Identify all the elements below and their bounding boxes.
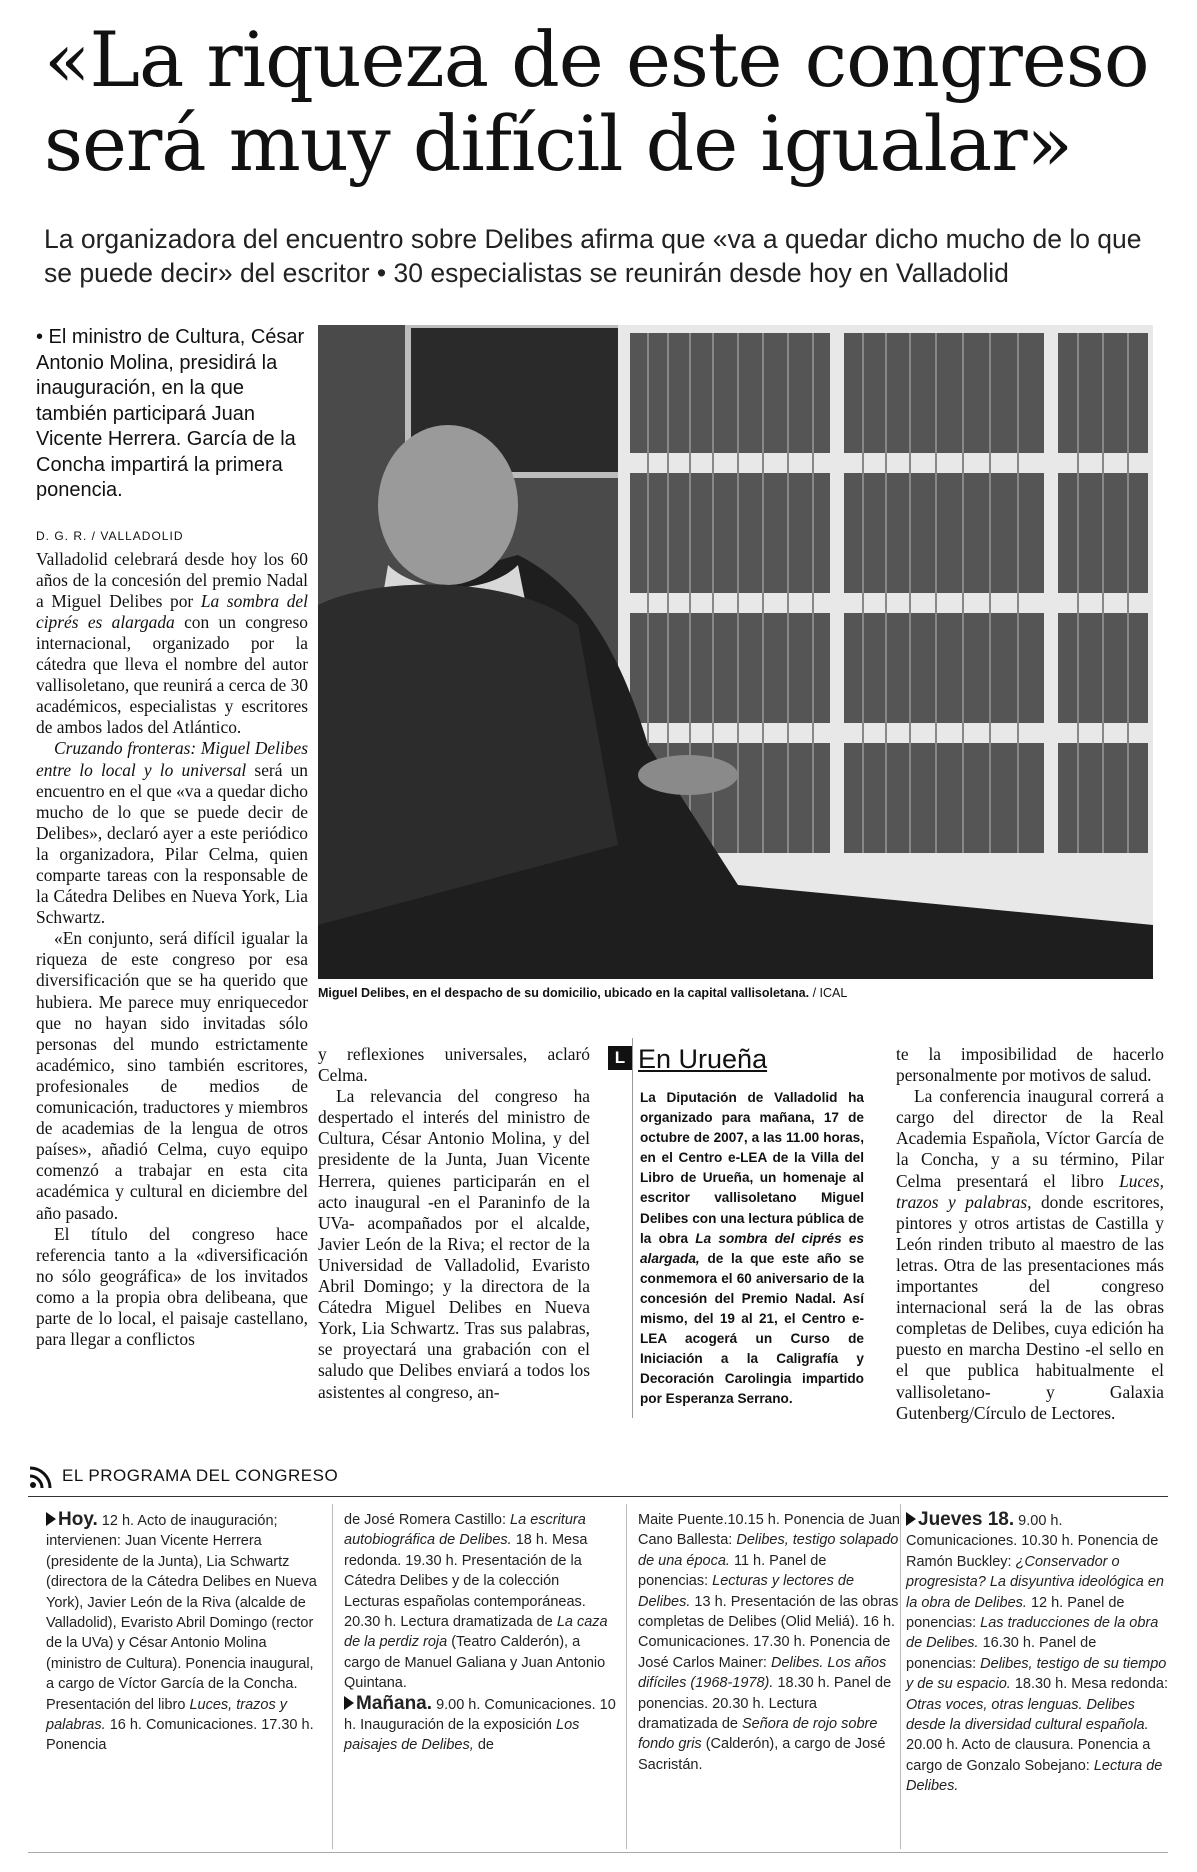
paragraph: Cruzando fronteras: Miguel Delibes entre lo local y lo universal será un encuentro en el que «va a quedar dicho mucho de lo que se puede decir de Delibes», declaró ayer a este periódico la organizadora, Pilar Celma, quien comparte tareas con la responsable de la Cátedra Delibes en Nueva York, Lia Schwartz. <box>36 738 308 928</box>
arrow-marker-icon <box>344 1696 354 1710</box>
programa-column-4: Jueves 18. 9.00 h. Comunicaciones. 10.30 h. Ponencia de Ramón Buckley: ¿Conservador o progresista? La disyuntiva ideológica en la obra de Delibes. 12 h. Panel de ponencias: Las traducciones de la obra de Delibes. 16.30 h. Panel de ponencias: Delibes, testigo de su tiempo y de su espacio. 18.30 h. Mesa redonda: Otras voces, otras lenguas. Delibes desde la diversidad cultural española. 20.00 h. Acto de clausura. Ponencia a cargo de Gonzalo Sobejano: Lectura de Delibes. <box>906 1509 1168 1795</box>
photo-miguel-delibes <box>318 325 1153 979</box>
box-body: La Diputación de Valladolid ha organizado para mañana, 17 de octubre de 2007, a las 11.00 horas, en el Centro e-LEA de la Villa del Libro de Urueña, un homenaje al escritor vallisoletano Miguel Delibes con una lectura pública de la obra La sombra del ciprés es alargada, de la que este año se conmemora el 60 aniversario de la concesión del Premio Nadal. Así mismo, del 19 al 21, el Centro e-LEA acogerá un Curso de Iniciación a la Caligrafía y Decoración Carolingia impartido por Esperanza Serrano. <box>640 1090 865 1407</box>
divider <box>900 1504 901 1849</box>
paragraph: «En conjunto, será difícil igualar la riqueza de este congreso por esa diversificación que se ha querido que hubiera. Me parece muy enriquecedor que no hayan sido invitadas sólo personas del mundo estrictamente académico, sino también escritores, profesionales de medios de comunicación, traductores y miembros de academias de la lengua de otros países», añadió Celma, cuyo equipo comenzó a trabajar en esta cita académica y cultural en diciembre del año pasado. <box>36 928 308 1223</box>
photo-caption: Miguel Delibes, en el despacho de su domicilio, ubicado en la capital vallisoletana. / ICAL <box>318 986 848 1000</box>
programa-header <box>28 1460 1168 1497</box>
box-divider <box>632 1038 633 1418</box>
arrow-marker-icon <box>906 1512 916 1526</box>
paragraph: y reflexiones universales, aclaró Celma. <box>318 1044 590 1086</box>
l-logo-icon: L <box>608 1046 632 1070</box>
paragraph: La conferencia inaugural correrá a cargo del director de la Real Academia Española, Víctor García de la Concha, y a su término, Pilar Celma presentará el libro Luces, trazos y palabras, donde escritores, pintores y otros artistas de Castilla y León rinden tributo al maestro de las letras. Otra de las presentaciones más importantes del congreso internacional será la de las obras completas de Delibes, cuya edición ha puesto en marcha Destino -el sello en el que publica habitualmente el vallisoletano- y Galaxia Gutenberg/Círculo de Lectores. <box>896 1086 1164 1423</box>
byline: D. G. R. / VALLADOLID <box>36 528 184 543</box>
arrow-marker-icon <box>46 1512 56 1526</box>
paragraph: La relevancia del congreso ha despertado el interés del ministro de Cultura, César Antonio Molina, y del presidente de la Junta, Juan Vicente Herrera, quienes participarán en el acto inaugural -en el Paraninfo de la UVa- acompañados por el alcalde, Javier León de la Riva; el rector de la Universidad de Valladolid, Evaristo Abril Domingo; y la directora de la Cátedra Miguel Delibes en Nueva York, Lia Schwartz. Tras sus palabras, se proyectará una grabación con el saludo que Delibes enviará a todos los asistentes al congreso, an- <box>318 1086 590 1402</box>
paragraph: El título del congreso hace referencia tanto a la «diversificación no sólo geográfica» de los invitados como a la propia obra delibeana, que parte de lo local, el paisaje castellano, para llegar a conflictos <box>36 1223 308 1350</box>
headline: «La riqueza de este congreso será muy difícil de igualar» <box>44 15 1149 188</box>
intro-summary: • El ministro de Cultura, César Antonio Molina, presidirá la inauguración, en la que también participará Juan Vicente Herrera. García de la Concha impartirá la primera ponencia. <box>36 326 305 501</box>
divider <box>626 1504 627 1849</box>
divider <box>332 1504 333 1849</box>
day-label: Hoy. <box>58 1509 98 1530</box>
programa-column-3: Maite Puente.10.15 h. Ponencia de Juan Cano Ballesta: Delibes, testigo solapado de una época. 11 h. Panel de ponencias: Lecturas y lectores de Delibes. 13 h. Presentación de las obras completas de Delibes (Olid Meliá). 16 h. Comunicaciones. 17.30 h. Ponencia de José Carlos Mainer: Delibes. Los años difíciles (1968-1978). 18.30 h. Panel de ponencias. 20.30 h. Lectura dramatizada de Señora de rojo sobre fondo gris (Calderón), a cargo de José Sacristán. <box>638 1512 900 1773</box>
programa-title: EL PROGRAMA DEL CONGRESO <box>62 1466 339 1485</box>
box-title: En Urueña <box>638 1044 768 1074</box>
rss-feed-icon <box>28 1464 54 1490</box>
article-column-4 <box>896 1044 1164 1424</box>
article-column-1 <box>36 325 308 1350</box>
article-column-2 <box>318 1044 590 1403</box>
deck-subtitle: La organizadora del encuentro sobre Delibes afirma que «va a quedar dicho mucho de lo que se puede decir» del escritor • 30 especialistas se reunirán desde hoy en Valladolid <box>44 224 1142 288</box>
paragraph: Valladolid celebrará desde hoy los 60 años de la concesión del premio Nadal a Miguel Delibes por La sombra del ciprés es alargada con un congreso internacional, organizado por la cátedra que lleva el nombre del autor vallisoletano, que reunirá a cerca de 30 académicos, especialistas y escritores de ambos lados del Atlántico. <box>36 548 308 738</box>
programa-column-2: de José Romera Castillo: La escritura autobiográfica de Delibes. 18 h. Mesa redonda. 19.30 h. Presentación de la Cátedra Delibes y de la colección Lecturas españolas contemporáneas. 20.30 h. Lectura dramatizada de La caza de la perdiz roja (Teatro Calderón), a cargo de Manuel Galiana y Juan Antonio Quintana. Mañana. 9.00 h. Comunicaciones. 10 h. Inauguración de la exposición Los paisajes de Delibes, de <box>344 1512 616 1754</box>
day-label: Mañana. <box>356 1692 433 1714</box>
bottom-divider <box>28 1852 1168 1853</box>
programa-column-1: Hoy. 12 h. Acto de inauguración; intervienen: Juan Vicente Herrera (presidente de la Junta), Lia Schwartz (directora de la Cátedra Delibes en Nueva York), Javier León de la Riva (alcalde de Valladolid), Evaristo Abril Domingo (rector de la UVa) y César Antonio Molina (ministro de Cultura). Ponencia inaugural, a cargo de Víctor García de la Concha. Presentación del libro Luces, trazos y palabras. 16 h. Comunicaciones. 17.30 h. Ponencia <box>46 1509 317 1754</box>
day-label: Jueves 18. <box>918 1509 1015 1530</box>
paragraph: te la imposibilidad de hacerlo personalmente por motivos de salud. <box>896 1044 1164 1086</box>
